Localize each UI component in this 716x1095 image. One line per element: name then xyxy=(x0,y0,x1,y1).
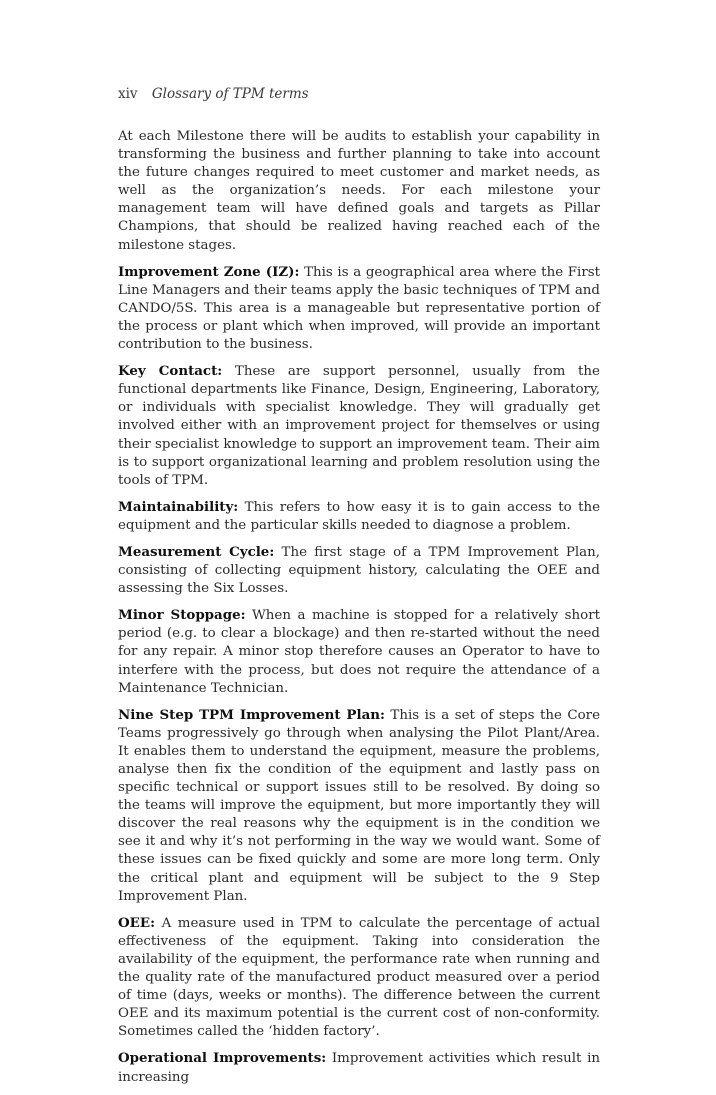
entry-text: These are support personnel, usually from the functional departments like Finance, Design, Engineering, Laboratory, or individuals with specialist knowledge. They will gradually get involved either with an improvement project for themselves or using their specialist knowledge to support an improvement team. Their aim is to support organizational learning and problem resolution using the tools of TPM. xyxy=(118,364,600,488)
glossary-body xyxy=(118,128,600,1095)
entry-term: Operational Improvements: xyxy=(118,1050,327,1067)
glossary-entry-maintainability xyxy=(118,498,600,535)
entry-term: Measurement Cycle: xyxy=(118,543,275,560)
entry-term: OEE: xyxy=(118,914,156,931)
entry-term: Nine Step TPM Improvement Plan: xyxy=(118,706,385,723)
glossary-entry-key-contact xyxy=(118,362,600,490)
glossary-entry-minor-stoppage xyxy=(118,606,600,697)
entry-text: At each Milestone there will be audits to establish your capability in transforming the business and further planning to take into account the future changes required to meet customer and market needs, as well as the organization’s needs. For each milestone your management team will have defined goals and targets as Pillar Champions, that should be realized having reached each of the milestone stages. xyxy=(118,129,600,253)
entry-term: Minor Stoppage: xyxy=(118,607,246,624)
entry-text: A measure used in TPM to calculate the percentage of actual effectiveness of the equipment. Taking into consideration the availability of the equipment, the performance rate when running and the quality rate of the manufactured product measured over a period of time (days, weeks or months). The difference between the current OEE and its maximum potential is the current cost of non-conformity. Sometimes called the ‘hidden factory’. xyxy=(118,915,600,1040)
glossary-entry-nine-step-plan xyxy=(118,706,600,906)
entry-text: This is a set of steps the Core Teams progressively go through when analysing the Pilot Plant/Area. It enables them to understand the equipment, measure the problems, analyse then fix the condition of the equipment and lastly pass on specific technical or support issues still to be resolved. By doing so the teams will improve the equipment, but more importantly they will discover the real reasons why the equipment is in the condition we see it and why it’s not performing in the way we would want. Some of these issues can be fixed quickly and some are more long term. Only the critical plant and equipment will be subject to the 9 Step Improvement Plan. xyxy=(118,707,601,904)
glossary-entry-measurement-cycle xyxy=(118,543,600,598)
glossary-entry-improvement-zone xyxy=(118,263,600,354)
entry-text: The first stage of a TPM Improvement Plan, consisting of collecting equipment history, calculating the OEE and assessing the Six Losses. xyxy=(118,544,600,597)
entry-text: This is a geographical area where the First Line Managers and their teams apply the basic techniques of TPM and CANDO/5S. This area is a manageable but representative portion of the process or plant which when improved, will provide an important contribution to the business. xyxy=(118,264,600,353)
glossary-entry-operational-improvements xyxy=(118,1049,600,1086)
glossary-entry-milestone-continuation xyxy=(118,128,600,255)
entry-text: Improvement activities which result in increasing xyxy=(118,1051,600,1085)
entry-term: Key Contact: xyxy=(118,363,223,380)
section-title: Glossary of TPM terms xyxy=(151,86,309,102)
page-number: xiv xyxy=(118,86,138,102)
running-head xyxy=(118,86,309,102)
entry-text: This refers to how easy it is to gain access to the equipment and the particular skills needed to diagnose a problem. xyxy=(118,499,600,533)
glossary-entry-oee xyxy=(118,914,600,1042)
entry-term: Improvement Zone (IZ): xyxy=(118,263,300,280)
entry-term: Maintainability: xyxy=(118,498,239,515)
entry-text: When a machine is stopped for a relatively short period (e.g. to clear a blockage) and then re-started without the need for any repair. A minor stop therefore causes an Operator to have to interfere with the process, but does not require the attendance of a Maintenance Technician. xyxy=(118,608,600,696)
